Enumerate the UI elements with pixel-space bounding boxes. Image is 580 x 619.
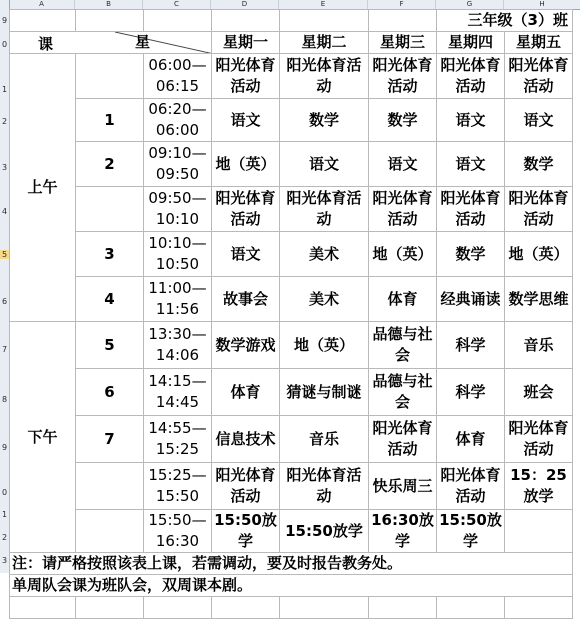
period-time[interactable]: 13:30—14:06 [144,322,212,369]
cell[interactable] [144,597,212,619]
class-cell[interactable]: 经典诵读 [437,277,505,322]
row-number[interactable]: 1 [1,510,8,519]
period-time[interactable]: 11:00—11:56 [144,277,212,322]
column-header-d[interactable]: D [211,0,279,9]
column-header-a[interactable]: A [9,0,75,9]
class-cell[interactable]: 阳光体育活动 [505,54,573,99]
row-number[interactable]: 2 [1,533,8,542]
column-header-e[interactable]: E [279,0,368,9]
class-cell[interactable]: 美术 [280,277,369,322]
session-afternoon[interactable]: 下午 [10,322,76,553]
period-time[interactable]: 14:15—14:45 [144,369,212,416]
class-cell[interactable]: 15：25放学 [505,463,573,510]
class-cell[interactable]: 数学 [505,142,573,187]
row-number[interactable]: 0 [1,40,8,49]
cell[interactable] [280,597,369,619]
cell[interactable] [76,510,144,553]
class-cell[interactable]: 地（英） [505,232,573,277]
timetable-grid [9,9,573,619]
row-number[interactable]: 4 [1,207,8,216]
column-header-f[interactable]: F [368,0,436,9]
row-number[interactable]: 2 [1,117,8,126]
class-cell[interactable]: 语文 [505,99,573,142]
class-cell[interactable]: 阳光体育活动 [437,463,505,510]
row-number[interactable]: 1 [1,85,8,94]
period-number[interactable]: 2 [76,142,144,187]
class-cell[interactable]: 音乐 [280,416,369,463]
class-cell[interactable]: 班会 [505,369,573,416]
period-number[interactable] [76,187,144,232]
period-number[interactable]: 7 [76,416,144,463]
header-xing: 星 [135,33,151,51]
cell[interactable] [144,10,212,32]
class-cell[interactable]: 体育 [212,369,280,416]
class-cell[interactable]: 数学 [280,99,369,142]
class-cell[interactable]: 科学 [437,322,505,369]
cell[interactable] [369,10,437,32]
period-time[interactable]: 09:50—10:10 [144,187,212,232]
day-header-tue[interactable]: 星期二 [280,32,369,54]
class-cell[interactable]: 数学游戏 [212,322,280,369]
row-number[interactable]: 9 [1,16,8,25]
cell[interactable] [437,597,505,619]
class-cell[interactable]: 品德与社会 [369,322,437,369]
cell[interactable] [212,597,280,619]
class-cell[interactable]: 阳光体育活动 [280,187,369,232]
column-header-b[interactable]: B [75,0,143,9]
period-time[interactable]: 06:00—06:15 [144,54,212,99]
dismiss-fri[interactable] [505,510,573,553]
class-cell[interactable]: 科学 [437,369,505,416]
class-cell[interactable]: 数学 [369,99,437,142]
class-cell[interactable]: 美术 [280,232,369,277]
period-number[interactable] [76,54,144,99]
dismiss-tue[interactable]: 15:50放学 [280,510,369,553]
class-cell[interactable]: 阳光体育活动 [369,187,437,232]
class-cell[interactable]: 阳光体育活动 [212,463,280,510]
period-time[interactable]: 06:20—06:00 [144,99,212,142]
dismiss-mon[interactable]: 15:50放学 [212,510,280,553]
session-morning[interactable]: 上午 [10,54,76,322]
class-cell[interactable]: 信息技术 [212,416,280,463]
cell[interactable] [76,10,144,32]
class-cell[interactable]: 品德与社会 [369,369,437,416]
column-header-h[interactable]: H [504,0,580,9]
period-time[interactable]: 15:50—16:30 [144,510,212,553]
period-time[interactable]: 10:10—10:50 [144,232,212,277]
cell[interactable] [369,597,437,619]
row-number[interactable]: 3 [1,163,8,172]
class-cell[interactable]: 音乐 [505,322,573,369]
day-header-thu[interactable]: 星期四 [437,32,505,54]
class-cell[interactable]: 体育 [437,416,505,463]
class-cell[interactable]: 阳光体育活动 [280,463,369,510]
period-number[interactable]: 3 [76,232,144,277]
cell[interactable] [212,10,280,32]
row-number[interactable]: 6 [1,297,8,306]
row-number-selected[interactable]: 5 [1,250,8,259]
row-number[interactable]: 0 [1,488,8,497]
class-cell[interactable]: 阳光体育活动 [437,54,505,99]
day-header-fri[interactable]: 星期五 [505,32,573,54]
class-cell[interactable]: 阳光体育活动 [437,187,505,232]
class-cell[interactable]: 阳光体育活动 [212,187,280,232]
class-cell[interactable]: 语文 [212,99,280,142]
day-header-mon[interactable]: 星期一 [212,32,280,54]
cell[interactable] [76,597,144,619]
class-cell[interactable]: 阳光体育活动 [505,416,573,463]
period-number[interactable]: 6 [76,369,144,416]
class-cell[interactable]: 语文 [212,232,280,277]
class-cell[interactable]: 语文 [437,99,505,142]
class-cell[interactable]: 地（英） [212,142,280,187]
dismiss-wed[interactable]: 16:30放学 [369,510,437,553]
cell[interactable] [10,10,76,32]
class-cell[interactable]: 语文 [437,142,505,187]
cell[interactable] [280,10,369,32]
class-cell[interactable]: 阳光体育活动 [212,54,280,99]
class-cell[interactable]: 猜谜与制谜 [280,369,369,416]
class-cell[interactable]: 数学 [437,232,505,277]
period-number[interactable]: 4 [76,277,144,322]
class-title[interactable]: 三年级（3）班 [437,10,573,32]
day-header-wed[interactable]: 星期三 [369,32,437,54]
period-time[interactable]: 15:25—15:50 [144,463,212,510]
class-cell[interactable]: 快乐周三 [369,463,437,510]
period-number[interactable]: 1 [76,99,144,142]
period-time[interactable]: 14:55—15:25 [144,416,212,463]
class-cell[interactable]: 语文 [280,142,369,187]
column-header-g[interactable]: G [436,0,504,9]
period-time[interactable]: 09:10—09:50 [144,142,212,187]
cell[interactable] [505,597,573,619]
header-ke: 课 [38,35,54,53]
note-line-1[interactable]: 注：请严格按照该表上课，若需调动，要及时报告教务处。 [10,553,573,575]
row-number[interactable]: 9 [1,443,8,452]
period-number[interactable] [76,463,144,510]
note-line-2[interactable]: 单周队会课为班队会，双周课本剧。 [10,575,573,597]
class-cell[interactable]: 阳光体育活动 [280,54,369,99]
period-number[interactable]: 5 [76,322,144,369]
class-cell[interactable]: 阳光体育活动 [505,187,573,232]
class-cell[interactable]: 地（英） [280,322,369,369]
class-cell[interactable]: 阳光体育活动 [369,416,437,463]
row-number[interactable]: 8 [1,395,8,404]
dismiss-thu[interactable]: 15:50放学 [437,510,505,553]
row-number[interactable]: 7 [1,345,8,354]
class-cell[interactable]: 地（英） [369,232,437,277]
row-number[interactable]: 3 [1,556,8,565]
class-cell[interactable]: 阳光体育活动 [369,54,437,99]
header-corner[interactable] [10,32,212,54]
class-cell[interactable]: 数学思维 [505,277,573,322]
class-cell[interactable]: 故事会 [212,277,280,322]
cell[interactable] [10,597,76,619]
column-header-c[interactable]: C [143,0,211,9]
class-cell[interactable]: 体育 [369,277,437,322]
class-cell[interactable]: 语文 [369,142,437,187]
